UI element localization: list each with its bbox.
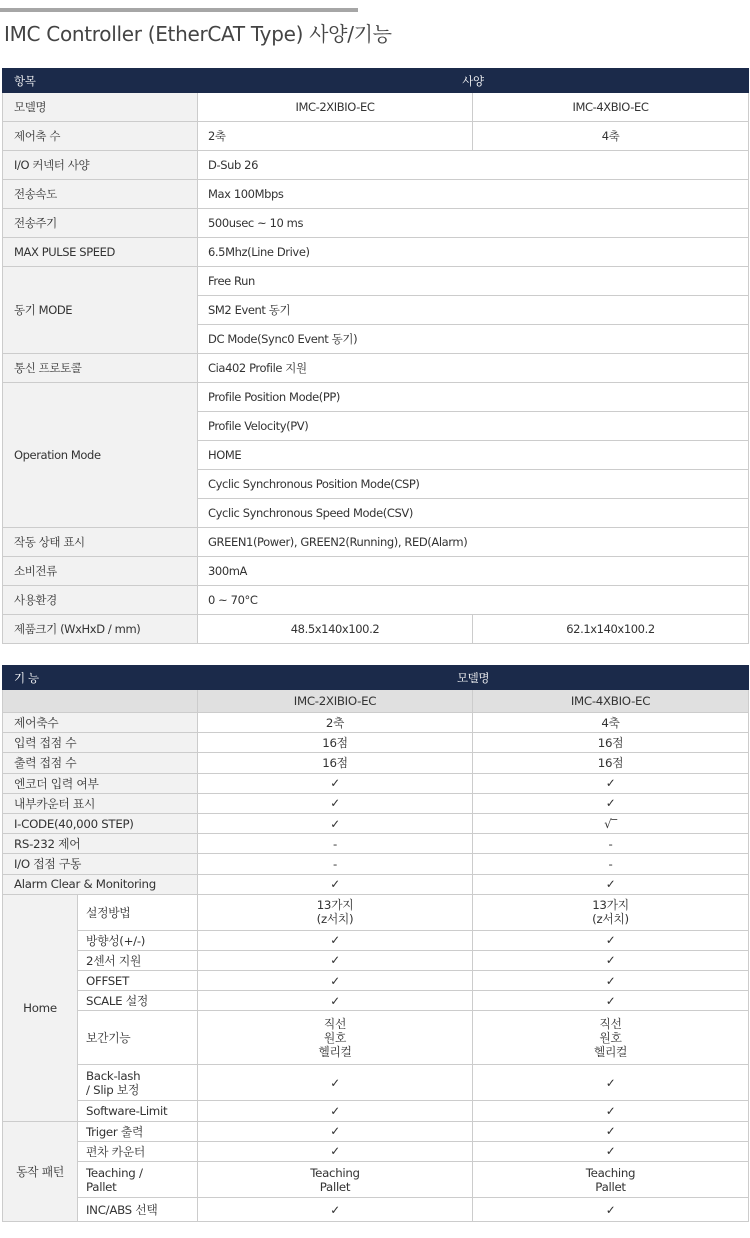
row-value: Cia402 Profile 지원 (198, 354, 749, 383)
func-model-b: IMC-4XBIO-EC (473, 690, 749, 713)
row-label (78, 1065, 198, 1101)
check-a: ✓ (198, 1198, 473, 1222)
label-line: Back-lash (86, 1068, 141, 1083)
table-row (3, 733, 749, 753)
row-label: 편차 카운터 (78, 1141, 198, 1161)
table-row (3, 1162, 749, 1198)
value-line: 헬리컬 (318, 1044, 352, 1059)
check-b: ✓ (473, 1198, 749, 1222)
value-a: 16점 (198, 733, 473, 753)
check-a: ✓ (198, 813, 473, 833)
table-row (3, 894, 749, 930)
check-b: ✓ (473, 1141, 749, 1161)
row-value: 6.5Mhz(Line Drive) (198, 238, 749, 267)
row-label: Alarm Clear & Monitoring (3, 874, 198, 894)
row-value: DC Mode(Sync0 Event 동기) (198, 325, 749, 354)
row-label: Triger 출력 (78, 1121, 198, 1141)
row-label: 설정방법 (78, 894, 198, 930)
check-a: ✓ (198, 1141, 473, 1161)
row-label: 전송속도 (3, 180, 198, 209)
value-b: 16점 (473, 733, 749, 753)
row-label: 사용환경 (3, 586, 198, 615)
row-label: 작동 상태 표시 (3, 528, 198, 557)
row-label: 입력 접점 수 (3, 733, 198, 753)
model-a: IMC-2XIBIO-EC (198, 93, 473, 122)
table-row (3, 557, 749, 586)
row-label: 전송주기 (3, 209, 198, 238)
row-value: 300mA (198, 557, 749, 586)
table-row (3, 813, 749, 833)
table-row (3, 354, 749, 383)
table-row (3, 854, 749, 874)
table-row (3, 1011, 749, 1065)
row-value: Cyclic Synchronous Speed Mode(CSV) (198, 499, 749, 528)
check-b: ✓ (473, 773, 749, 793)
spec-header-item: 항목 (3, 69, 198, 93)
table-row (3, 971, 749, 991)
table-row (3, 528, 749, 557)
check-b: ✓ (473, 930, 749, 950)
value-b (473, 894, 749, 930)
check-b: ✓ (473, 874, 749, 894)
spec-header-spec: 사양 (198, 69, 749, 93)
table-row (3, 834, 749, 854)
label-line: Teaching / (86, 1165, 143, 1180)
check-a: ✓ (198, 991, 473, 1011)
func-model-a: IMC-2XIBIO-EC (198, 690, 473, 713)
title-decor-bar (0, 8, 358, 12)
value-b: 4축 (473, 713, 749, 733)
value-a: - (198, 834, 473, 854)
func-header-feature: 기 능 (3, 666, 198, 690)
check-b: ✓ (473, 991, 749, 1011)
table-row (3, 773, 749, 793)
row-value: Max 100Mbps (198, 180, 749, 209)
row-label: I/O 접점 구동 (3, 854, 198, 874)
row-label: MAX PULSE SPEED (3, 238, 198, 267)
page-title: IMC Controller (EtherCAT Type) 사양/기능 (4, 22, 392, 46)
table-row (3, 713, 749, 733)
row-label: 소비전류 (3, 557, 198, 586)
func-header-model: 모델명 (198, 666, 749, 690)
function-table (2, 665, 749, 1222)
row-value: HOME (198, 441, 749, 470)
table-row (3, 586, 749, 615)
table-row (3, 1141, 749, 1161)
value-line: Pallet (319, 1179, 351, 1194)
table-row (3, 1101, 749, 1121)
check-a: ✓ (198, 1065, 473, 1101)
row-label: 출력 접점 수 (3, 753, 198, 773)
table-row (3, 950, 749, 970)
table-row (3, 238, 749, 267)
value-line: Teaching (585, 1165, 636, 1180)
check-a: ✓ (198, 971, 473, 991)
row-label: OFFSET (78, 971, 198, 991)
row-label: I-CODE(40,000 STEP) (3, 813, 198, 833)
check-b: ✓ (473, 1121, 749, 1141)
row-label: 제어축수 (3, 713, 198, 733)
row-value: Profile Position Mode(PP) (198, 383, 749, 412)
row-label: 제어축 수 (3, 122, 198, 151)
func-header-row (3, 666, 749, 690)
check-a: ✓ (198, 773, 473, 793)
group-label-home: Home (3, 894, 78, 1121)
table-row (3, 1065, 749, 1101)
value-line: 헬리컬 (593, 1044, 628, 1059)
value-a: 16점 (198, 753, 473, 773)
table-row (3, 93, 749, 122)
row-label: 내부카운터 표시 (3, 793, 198, 813)
table-row (3, 1121, 749, 1141)
check-b: ✓ (473, 793, 749, 813)
row-label: 방향성(+/-) (78, 930, 198, 950)
table-row (3, 793, 749, 813)
row-label: 엔코더 입력 여부 (3, 773, 198, 793)
check-b: ✓ (473, 1101, 749, 1121)
row-value: Profile Velocity(PV) (198, 412, 749, 441)
row-label: INC/ABS 선택 (78, 1198, 198, 1222)
row-label: 2센서 지원 (78, 950, 198, 970)
model-b: IMC-4XBIO-EC (473, 93, 749, 122)
axes-a: 2축 (198, 122, 473, 151)
row-value: D-Sub 26 (198, 151, 749, 180)
value-line: 직선 (599, 1016, 622, 1031)
spec-table (2, 68, 749, 644)
value-b (473, 1011, 749, 1065)
value-line: Teaching (310, 1165, 360, 1180)
row-label (78, 1162, 198, 1198)
check-b: ✓ (473, 1065, 749, 1101)
value-a (198, 894, 473, 930)
row-label: 제품크기 (WxHxD / mm) (3, 615, 198, 644)
table-row (3, 267, 749, 296)
func-model-row (3, 690, 749, 713)
value-b: 16점 (473, 753, 749, 773)
table-row (3, 991, 749, 1011)
size-a: 48.5x140x100.2 (198, 615, 473, 644)
value-line: 원호 (599, 1030, 622, 1045)
check-a: ✓ (198, 1101, 473, 1121)
row-value: Cyclic Synchronous Position Mode(CSP) (198, 470, 749, 499)
axes-b: 4축 (473, 122, 749, 151)
check-a: ✓ (198, 950, 473, 970)
check-a: ✓ (198, 1121, 473, 1141)
value-line: (z서치) (316, 912, 354, 927)
check-a: ✓ (198, 874, 473, 894)
table-row (3, 151, 749, 180)
row-label: Operation Mode (3, 383, 198, 528)
value-a (198, 1011, 473, 1065)
row-label: SCALE 설정 (78, 991, 198, 1011)
check-b: √‾ (473, 813, 749, 833)
table-row (3, 930, 749, 950)
value-line: (z서치) (592, 912, 629, 927)
table-row (3, 122, 749, 151)
table-row (3, 180, 749, 209)
value-line: 13가지 (592, 898, 629, 913)
label-line: Pallet (86, 1179, 117, 1194)
row-label: 통신 프로토콜 (3, 354, 198, 383)
table-row (3, 209, 749, 238)
size-b: 62.1x140x100.2 (473, 615, 749, 644)
value-b: - (473, 854, 749, 874)
func-model-blank (3, 690, 198, 713)
table-row (3, 383, 749, 412)
row-value: 0 ~ 70°C (198, 586, 749, 615)
spec-header-row (3, 69, 749, 93)
value-b (473, 1162, 749, 1198)
label-line: / Slip 보정 (86, 1082, 140, 1097)
value-b: - (473, 834, 749, 854)
value-line: Pallet (595, 1179, 626, 1194)
check-b: ✓ (473, 971, 749, 991)
value-a (198, 1162, 473, 1198)
value-line: 13가지 (316, 898, 354, 913)
value-a: - (198, 854, 473, 874)
row-label: 보간기능 (78, 1011, 198, 1065)
table-row (3, 753, 749, 773)
row-label: RS-232 제어 (3, 834, 198, 854)
row-label: I/O 커넥터 사양 (3, 151, 198, 180)
row-value: Free Run (198, 267, 749, 296)
row-label: 모델명 (3, 93, 198, 122)
table-row (3, 874, 749, 894)
value-line: 원호 (323, 1030, 347, 1045)
check-a: ✓ (198, 793, 473, 813)
table-row (3, 1198, 749, 1222)
check-a: ✓ (198, 930, 473, 950)
group-label-pattern: 동작 패턴 (3, 1121, 78, 1221)
row-value: 500usec ~ 10 ms (198, 209, 749, 238)
value-a: 2축 (198, 713, 473, 733)
row-label: Software-Limit (78, 1101, 198, 1121)
check-b: ✓ (473, 950, 749, 970)
row-value: SM2 Event 동기 (198, 296, 749, 325)
row-label: 동기 MODE (3, 267, 198, 354)
row-value: GREEN1(Power), GREEN2(Running), RED(Alarm) (198, 528, 749, 557)
value-line: 직선 (323, 1016, 347, 1031)
table-row (3, 615, 749, 644)
